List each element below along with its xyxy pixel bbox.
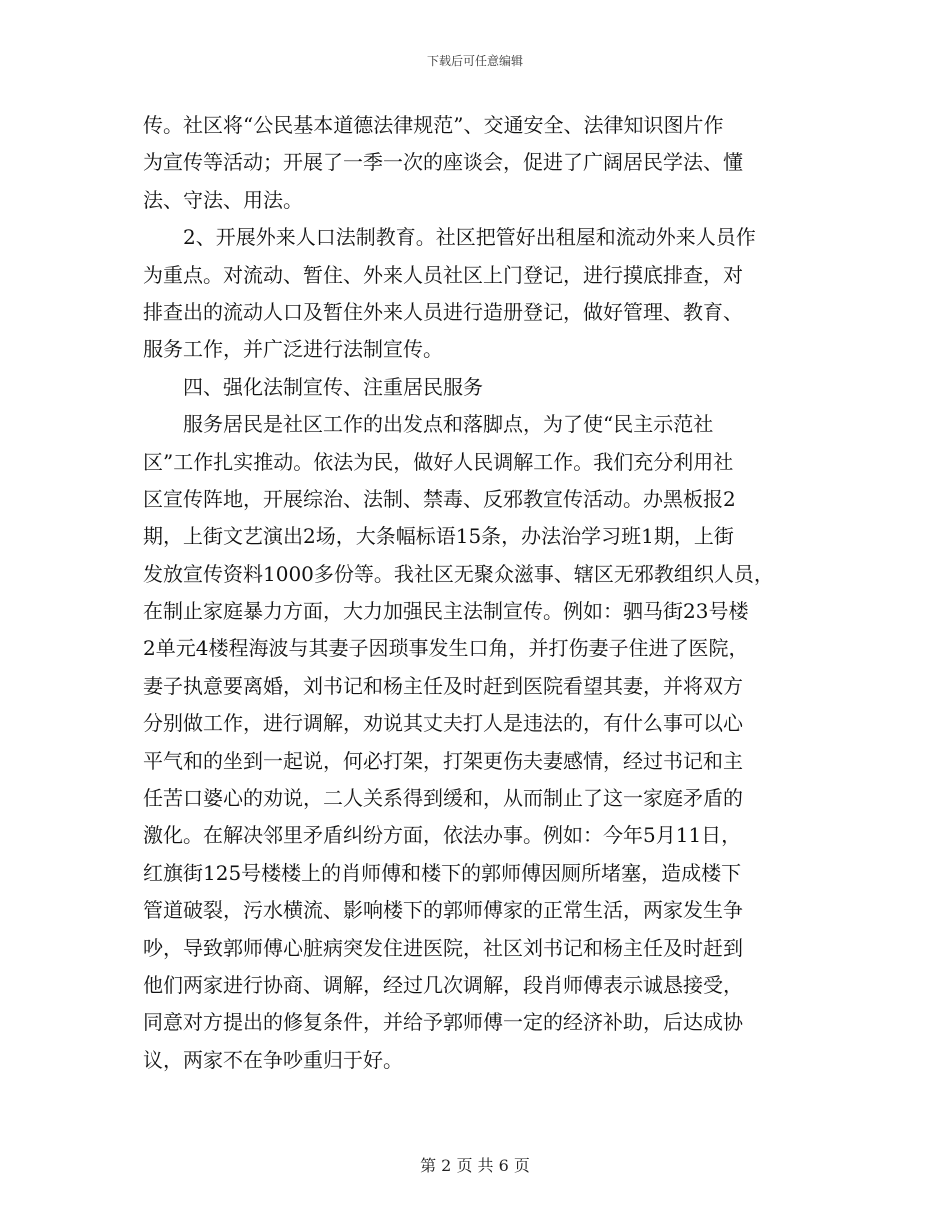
text-line: 激化。在解决邻里矛盾纠纷方面，依法办事。例如：今年5月11日，: [143, 823, 742, 848]
text-line: 在制止家庭暴力方面，大力加强民主法制宣传。例如：驷马街23号楼: [143, 599, 749, 624]
page-header: 下载后可任意编辑: [426, 54, 523, 68]
text-line: 他们两家进行协商、调解，经过几次调解，段肖师傅表示诚恳接受，: [143, 972, 743, 997]
text-line: 2单元4楼程海波与其妻子因琐事发生口角，并打伤妻子住进了医院，: [143, 636, 749, 661]
text-line: 区宣传阵地，开展综治、法制、禁毒、反邪教宣传活动。办黑板报2: [143, 486, 736, 511]
text-line: 区”工作扎实推动。依法为民，做好人民调解工作。我们充分利用社: [143, 449, 734, 474]
text-line: 任苦口婆心的劝说，二人关系得到缓和，从而制止了这一家庭矛盾的: [143, 786, 743, 811]
text-line: 平气和的坐到一起说，何必打架，打架更伤夫妻感情，经过书记和主: [143, 748, 743, 773]
text-line: 红旗街125号楼楼上的肖师傅和楼下的郭师傅因厕所堵塞，造成楼下: [143, 860, 742, 885]
document-body: [143, 107, 823, 1079]
text-line: 排查出的流动人口及暂住外来人员进行造册登记，做好管理、教育、: [143, 299, 743, 324]
page-number-footer: 第 2 页 共 6 页: [420, 1156, 530, 1175]
text-line: 服务工作，并广泛进行法制宣传。: [143, 337, 443, 362]
text-line: 为重点。对流动、暂住、外来人员社区上门登记，进行摸底排查，对: [143, 262, 743, 287]
text-line: 期，上街文艺演出2场，大条幅标语15条，办法治学习班1期，上街: [143, 524, 734, 549]
text-line: 吵，导致郭师傅心脏病突发住进医院，社区刘书记和杨主任及时赶到: [143, 935, 743, 960]
text-line: 传。社区将“公民基本道德法律规范”、交通安全、法律知识图片作: [143, 113, 724, 137]
text-line: 2、开展外来人口法制教育。社区把管好出租屋和流动外来人员作: [143, 225, 756, 250]
text-line: 为宣传等活动；开展了一季一次的座谈会，促进了广阔居民学法、懂: [143, 150, 743, 175]
text-line: 服务居民是社区工作的出发点和落脚点，为了使“民主示范社: [143, 412, 714, 437]
text-line: 议，两家不在争吵重归于好。: [143, 1047, 403, 1072]
text-line: 同意对方提出的修复条件，并给予郭师傅一定的经济补助，后达成协: [143, 1010, 743, 1035]
text-line: 管道破裂，污水横流、影响楼下的郭师傅家的正常生活，两家发生争: [143, 898, 743, 923]
text-line: 妻子执意要离婚，刘书记和杨主任及时赶到医院看望其妻，并将双方: [143, 673, 743, 698]
text-line: 法、守法、用法。: [143, 187, 303, 212]
section-heading: 四、强化法制宣传、注重居民服务: [143, 374, 483, 399]
text-line: 分别做工作，进行调解，劝说其丈夫打人是违法的，有什么事可以心: [143, 711, 743, 736]
text-line: 发放宣传资料1000多份等。我社区无聚众滋事、辖区无邪教组织人员，: [143, 561, 774, 586]
